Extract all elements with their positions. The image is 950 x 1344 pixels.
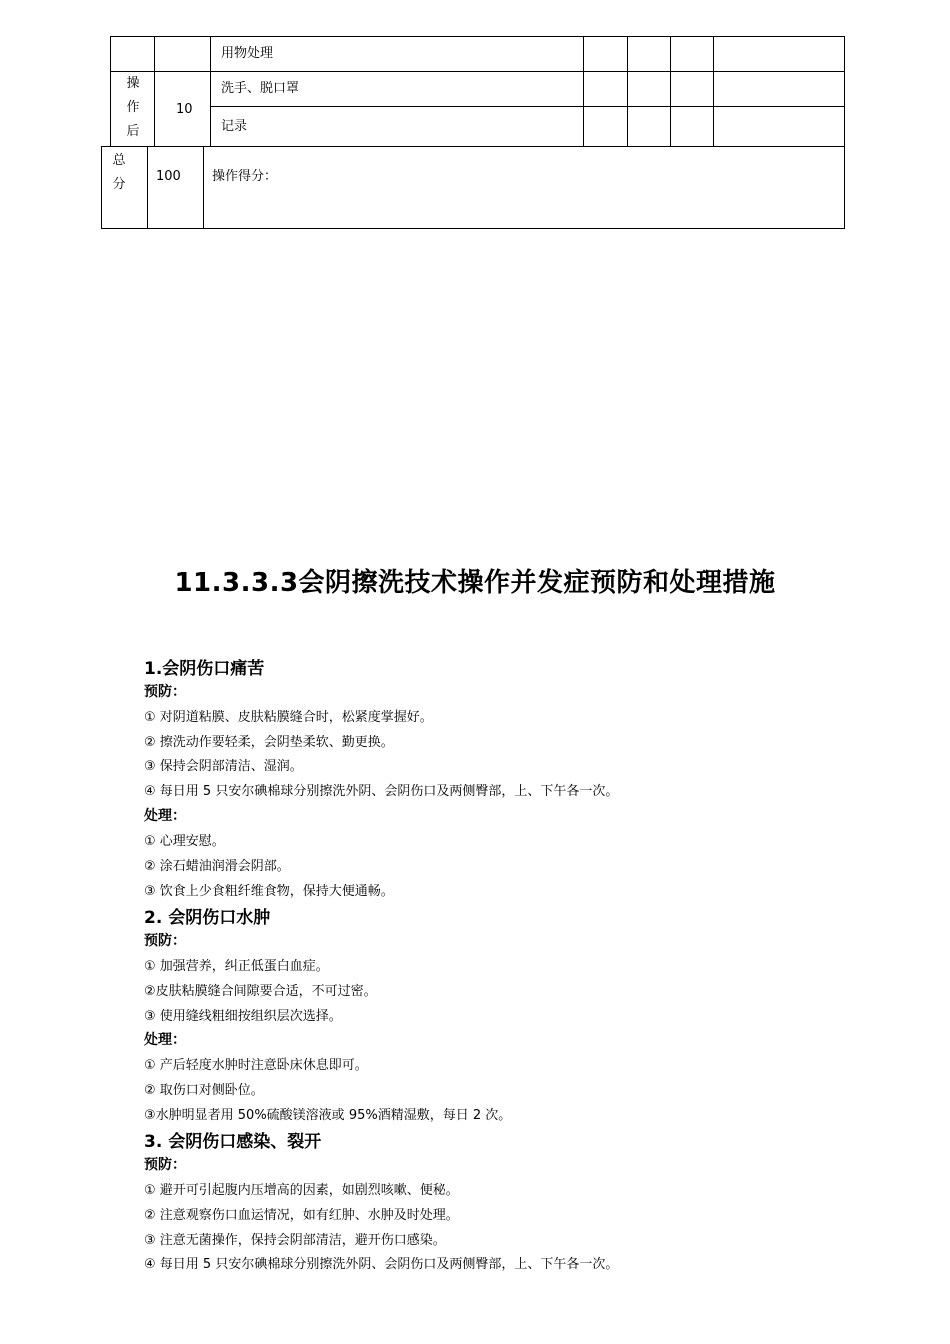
list-item: ④ 每日用 5 只安尔碘棉球分别擦洗外阴、会阴伤口及两侧臀部，上、下午各一次。 (144, 784, 619, 799)
col-divider (670, 36, 671, 147)
list-item: ④ 每日用 5 只安尔碘棉球分别擦洗外阴、会阴伤口及两侧臀部，上、下午各一次。 (144, 1257, 619, 1272)
col-divider (627, 36, 628, 147)
list-item: ②皮肤粘膜缝合间隙要合适，不可过密。 (144, 984, 377, 999)
section-heading: 3. 会阴伤口感染、裂开 (144, 1132, 322, 1152)
section-heading: 2. 会阴伤口水肿 (144, 908, 271, 928)
list-item: ③ 注意无菌操作，保持会阴部清洁，避开伤口感染。 (144, 1233, 446, 1248)
list-item: ① 对阴道粘膜、皮肤粘膜缝合时，松紧度掌握好。 (144, 710, 433, 725)
total-label-char: 总 (112, 153, 126, 168)
prevent-label: 预防： (144, 684, 186, 700)
group-label-char: 作 (126, 100, 140, 115)
score-table-continued (110, 36, 845, 147)
operation-score-label: 操作得分： (212, 169, 278, 184)
list-item: ① 加强营养，纠正低蛋白血症。 (144, 959, 329, 974)
total-label-char: 分 (112, 177, 126, 192)
list-item: ③ 饮食上少食粗纤维食物，保持大便通畅。 (144, 884, 394, 899)
treat-label: 处理： (144, 808, 186, 824)
list-item: ① 产后轻度水肿时注意卧床休息即可。 (144, 1058, 368, 1073)
total-score-table (101, 146, 845, 229)
group-score: 10 (176, 102, 193, 117)
table-cell-item: 洗手、脱口罩 (221, 81, 300, 96)
col-divider (147, 147, 148, 228)
prevent-label: 预防： (144, 933, 186, 949)
prevent-label: 预防： (144, 1157, 186, 1173)
list-item: ② 涂石蜡油润滑会阴部。 (144, 859, 290, 874)
list-item: ③ 使用缝线粗细按组织层次选择。 (144, 1009, 342, 1024)
list-item: ② 注意观察伤口血运情况，如有红肿、水肿及时处理。 (144, 1208, 459, 1223)
treat-label: 处理： (144, 1032, 186, 1048)
group-label (123, 72, 143, 144)
group-label-char: 后 (126, 124, 140, 139)
col-divider (583, 36, 584, 147)
col-divider (203, 147, 204, 228)
table-cell-item: 记录 (221, 119, 248, 134)
total-score: 100 (156, 169, 181, 184)
row-divider (110, 71, 845, 72)
total-label (109, 149, 129, 197)
group-label-char: 操 (126, 76, 140, 91)
list-item: ③ 保持会阴部清洁、湿润。 (144, 759, 303, 774)
list-item: ① 避开可引起腹内压增高的因素，如剧烈咳嗽、便秘。 (144, 1183, 459, 1198)
list-item: ② 取伤口对侧卧位。 (144, 1083, 264, 1098)
col-divider (713, 36, 714, 147)
list-item: ① 心理安慰。 (144, 834, 225, 849)
col-divider (210, 36, 211, 147)
col-divider (154, 36, 155, 147)
list-item: ② 擦洗动作要轻柔，会阴垫柔软、勤更换。 (144, 735, 394, 750)
list-item: ③水肿明显者用 50%硫酸镁溶液或 95%酒精湿敷，每日 2 次。 (144, 1108, 512, 1123)
section-heading: 1.会阴伤口痛苦 (144, 659, 265, 679)
table-cell-item: 用物处理 (221, 46, 274, 61)
row-divider (210, 106, 845, 107)
page-title: 11.3.3.3会阴擦洗技术操作并发症预防和处理措施 (174, 568, 776, 598)
